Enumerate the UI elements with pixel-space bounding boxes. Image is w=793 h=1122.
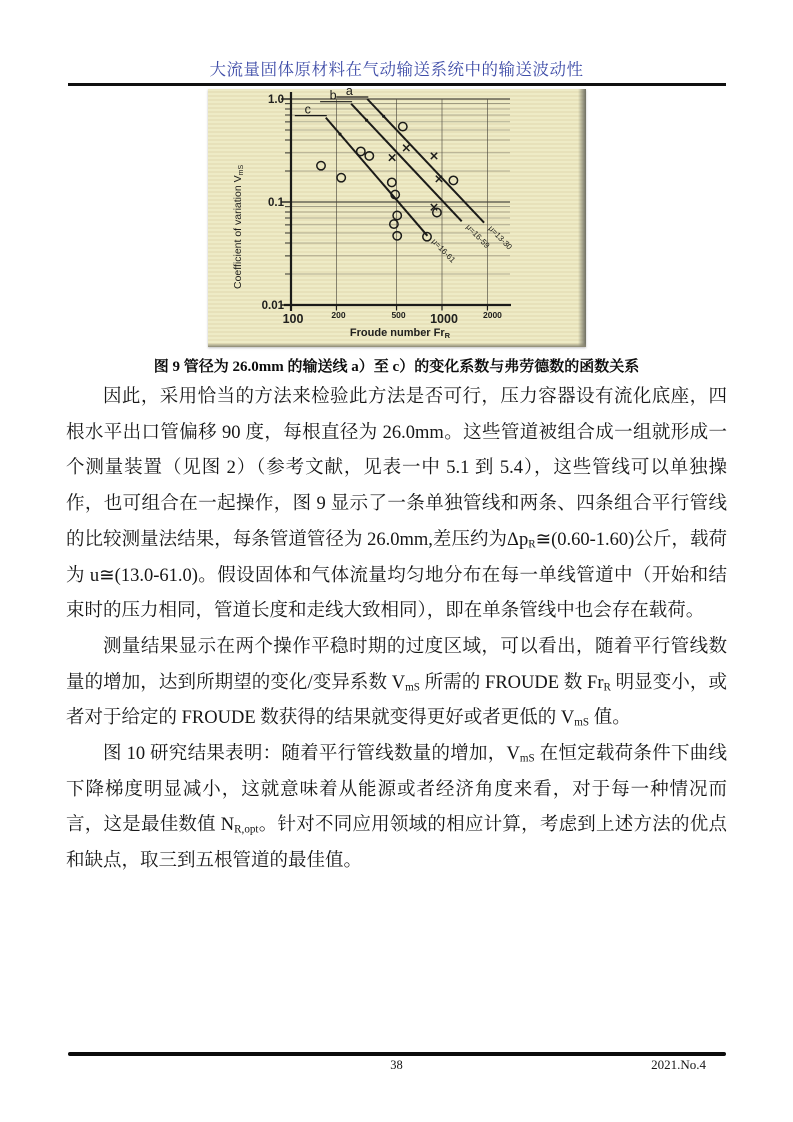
y-tick-label: 0.01 xyxy=(261,300,284,312)
x-axis-title: Froude number FrR xyxy=(349,327,451,340)
header-rule xyxy=(68,83,726,86)
line-c-label: c xyxy=(304,102,311,117)
body-paragraphs xyxy=(66,380,727,880)
line-a xyxy=(367,99,484,223)
x-tick-label: 200 xyxy=(331,310,346,320)
line-c-dot xyxy=(338,133,341,136)
line-b-label: b xyxy=(329,88,337,103)
y-axis-title: Coefficient of variation VmS xyxy=(232,164,245,289)
data-point-circle xyxy=(337,174,345,182)
line-c-annotation: μ=16-61 xyxy=(429,236,458,265)
paragraph: 图 10 研究结果表明：随着平行管线数量的增加，$V_{mS}$ 在恒定载荷条件下曲线下降梯度明显减小，这就意味着从能源或者经济角度来看，对于每一种情况而言，这是最佳数值 $N_{R,opt}$。针对不同应用领域的相应计算，考虑到上述方法的优点和缺点，取三到五根管道的最佳值。 xyxy=(66,744,727,872)
data-point-circle xyxy=(399,122,407,130)
data-point-circle xyxy=(423,233,431,241)
footer-page-number: 38 xyxy=(390,1058,403,1072)
footer-rule xyxy=(68,1052,726,1056)
y-tick-label: 0.1 xyxy=(268,197,284,209)
line-a-dot xyxy=(382,115,385,118)
data-point-circle xyxy=(388,178,396,186)
figure-scan-shadow-right-icon xyxy=(578,89,586,347)
line-a-annotation: μ=13-30 xyxy=(486,223,514,252)
paragraph: 测量结果显示在两个操作平稳时期的过度区域，可以看出，随着平行管线数量的增加，达到所期望的变化/变异系数 $V_{mS}$ 所需的 FROUDE 数 $Fr_R$ 明显变小，或者对于给定的 FROUDE 数获得的结果就变得更好或者更低的 $V_{mS}$ 值。 xyxy=(66,636,727,729)
paragraph: 因此，采用恰当的方法来检验此方法是否可行，压力容器设有流化底座，四根水平出口管偏移 90 度，每根直径为 26.0mm。这些管道被组合成一组就形成一个测量装置（见图 2）（参考文献，见表一中 5.1 到 5.4），这些管线可以单独操作，也可组合在一起操作，图 9 显示了一条单独管线和两条、四条组合平行管线的比较测量法结果，每条管道管径为 26.0mm,差压约为$\Delta p_R≅(0.60-1.60)$公斤，载荷为 u≅(13.0-61.0)。假设固体和气体流量均匀地分布在每一单线管道中（开始和结束时的压力相同，管道长度和走线大致相同），即在单条管线中也会存在载荷。 xyxy=(66,387,727,622)
line-b-dot xyxy=(365,119,368,122)
data-point-circle xyxy=(357,147,365,155)
figure-9-image xyxy=(208,84,586,347)
x-tick-label: 500 xyxy=(391,310,406,320)
footer-issue: 2021.No.4 xyxy=(651,1057,706,1072)
line-a-label: a xyxy=(345,84,353,98)
figure-scan-shadow-bottom-icon xyxy=(208,343,586,347)
page-header-title: 大流量固体原材料在气动输送系统中的输送波动性 xyxy=(209,60,584,79)
x-tick-label: 100 xyxy=(282,312,304,326)
data-point-circle xyxy=(449,176,457,184)
line-b-annotation: μ=16-59 xyxy=(464,222,492,251)
figure-9-chart xyxy=(208,84,586,347)
data-point-circle xyxy=(393,211,401,219)
x-tick-label: 2000 xyxy=(482,310,502,320)
data-point-cross xyxy=(389,154,395,160)
y-tick-label: 1.0 xyxy=(268,94,284,106)
data-point-cross xyxy=(403,145,409,151)
figure-9-caption: 图 9 管径为 26.0mm 的输送线 a）至 c）的变化系数与弗劳德数的函数关系 xyxy=(153,359,640,375)
x-tick-label: 1000 xyxy=(430,312,458,326)
data-point-circle xyxy=(317,162,325,170)
data-point-cross xyxy=(431,153,437,159)
data-point-cross xyxy=(436,176,442,182)
